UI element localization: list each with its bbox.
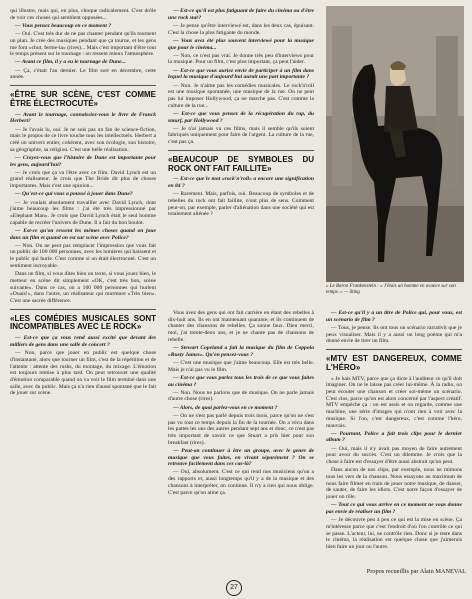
question: — Tout ce qui vous arrive en ce moment ne vous donne pas envie de réaliser un film ? — [326, 502, 462, 515]
answer: — Non, ce n'est pas vrai. Je donne très peu d'interviews pour la musique. Pour un film, c'est plus important, ça peut l'aider. — [168, 52, 314, 66]
column-1 — [10, 8, 156, 580]
answer: — Non. Je n'aime pas les comédies musicales. Le rock'n'roll est une musique spontanée, une musique de la rue. On ne peut pas lui imposer Hollywood, ça ne marche pas. C'est comme la culture de la rue... — [168, 82, 314, 109]
question: — Est-ce que ça vous rend aussi excité que devant des milliers de gens dans une salle de concert ? — [10, 335, 156, 348]
page-number: 27 — [226, 580, 242, 596]
question: — Qu'est-ce qui vous a poussé à jouer dans Dune? — [15, 191, 133, 198]
question: — Peut-on continuer à être un groupe, avec le genre de musique que vous faites, en vivant séparément ? On se retrouve facilement dans ces cas-là? — [168, 447, 314, 468]
divider — [10, 309, 156, 310]
answer: — Oui. C'est très dur de ne pas chanter pendant qu'ils tournent un plan. Je crée des musiques pendant que ça tourne, et les gens me font «chut, ferme-la» (rires)... Mais c'est important d'être tout le temps présent sur le tournage : on ressent mieux l'atmosphère. — [10, 31, 156, 58]
answer: — Oui, mais il n'y avait pas moyen de faire autrement pour avoir du succès. C'est un dilemme. Je crois que la chose à faire est d'essayer d'être aussi abstrait qu'on peut. — [326, 445, 462, 466]
answer: — Oui, absolument. C'est ce qui rend nos musiciens qu'on a des rapports et, aussi longtemps qu'il y a de la musique et des chansons à interpréter, on continue. Il n'y a rien qui nous oblige. C'est parce qu'on aime ça. — [168, 469, 314, 496]
question: — Est-ce que le mot «rock'n'roll» a encore une signification en 84 ? — [168, 176, 314, 190]
answer: — Non, parce que jouer en public est quelque chose d'instantané, alors que tourner un film, c'est de la répétition et de l'attente : attente des rushs, du montage, du mixage. L'émotion est toujours remise à plus tard. On peut retrouver une qualité d'émotion comparable quand on va voir le film terminé dans une salle, avec du public. Mais ça n'a rien d'aussi spontané que le fait de jouer sur scène. — [10, 350, 156, 397]
photo-caption: « Le Baron Frankenstein : « J'étais un homme en avance sur son temps. » — Sting — [326, 284, 456, 295]
photo-sting-horse — [326, 6, 464, 282]
question: — Est-ce qu'il est plus fatiguant de faire du cinéma ou d'être une rock star? — [168, 8, 314, 21]
column-2-top — [168, 8, 314, 298]
question: — Pourtant, Police a fait trois clips pour le dernier album ? — [326, 430, 462, 444]
section-headline: « MTV EST DANGEREUX, COMME L'HÉRO» — [326, 355, 462, 373]
answer: — Je voulais absolument travailler avec David Lynch, dont j'aime beaucoup les films : j'ai été très impressionné par «Elephant Man». Je crois que David Lynch était le seul homme capable de recréer l'univers de Dune. Il a fait du bon boulot. — [10, 199, 156, 226]
question: — Est-ce que vous pensez de la récupération du rap, du smurf, par Hollywood ? — [168, 110, 314, 124]
divider — [168, 150, 314, 151]
question: — Stewart Copeland a fait la musique du film de Coppola «Rusty James». Qu'en pensez-vous ? — [168, 345, 314, 358]
answer: — Non. On ne peut pas remplacer l'impression que vous fait un public de 100 000 personnes, avec les lumières qui baissent et le public qui hurle. C'est comme si on était électrocuté. C'est un sentiment incroyable. — [10, 242, 156, 269]
answer: — Ça, c'était l'an dernier. Le film sort en décembre, cette année. — [10, 67, 156, 81]
answer: — Tous, je pense. Ils ont tous un scénario rarrativit que je peux visualiser. Mais il y a aussi un long poème qui m'a donné envie de tirer un film. — [326, 324, 462, 345]
divider — [326, 349, 462, 350]
answer: — Je découvre peu à peu ce qui est la mise en scène. Ça m'intéresse parce que c'est l'endroit d'où l'on contrôle ce qui se passe. L'acteur, lui, ne contrôle rien. Donc si je reste dans le cinéma, la réalisation est quelque chose que j'aimerais bien faire un jour ou l'autre. — [326, 517, 462, 550]
answer: — On ne s'est pas parlé depuis trois mois, parce qu'on ne s'est pas vu tout ce temps depuis la fin de la tournée. On a vécu dans les pattes les uns des autres pendant sept ans et donc, ce n'est pas très important de savoir ce que Stuart a pris hier pour son breakfast (rires). — [168, 412, 314, 446]
question: — Avant le tournage, connaissiez-vous le livre de Franck Herbert? — [10, 111, 156, 125]
column-3-bottom — [326, 310, 462, 572]
question: — Avant ce film, il y a eu le tournage de Dune... — [15, 59, 126, 66]
answer: — Non. Nous ne parlons que de musique. On ne parle jamais d'autre chose (rires). — [168, 389, 314, 403]
horse-rider-illustration — [326, 6, 464, 282]
answer: — Je crois que ça va l'être avec ce film. David Lynch est un grand réalisateur. Je crois que The Bride dit plus de choses importantes. Mais c'est une opinion... — [10, 169, 156, 190]
question: — Vous pensez beaucoup en ce moment ? — [15, 22, 112, 29]
answer: — Rarement. Mais, parfois, oui. Beaucoup de symboles et de rebelles du rock ont fait faillite, n'ont plus de sens. Comment peut-on, par exemple, parler d'aliénation dans une société qui est totalement aliénée ? — [168, 191, 314, 218]
answer: Dans aucun de nos clips, par exemple, nous ne mimons tous les vers de la chanson. Nous essayons au maximum de nous faire filmer en train de jouer notre musique, de danser, de sauter, de faire les idiots. C'est notre façon d'essayer de jouer un rôle. — [326, 467, 462, 501]
question: — Vous avez été plus souvent interviewé pour la musique que pour le cinéma... — [168, 37, 314, 51]
question: — Est-ce que vous parlez tous les trois de ce que vous faites au cinéma ? — [168, 374, 314, 388]
answer: « Je hais MTV, parce que ça dicte à l'auditeur ce qu'il doit imaginer. On ne le laisse pas créer lui-même. À la radio, on peut écouter une chanson et créer soi-même un scénario. C'est clos, parce qu'on est alors concerné par l'aspect créatif. MTV empêche ça : on est assis et on regarde, comme une machine, une série d'images qui n'ont rien à voir avec la musique. Si l'on, c'est dangereux, c'est comme l'héro, mauvais. — [326, 375, 462, 429]
question: — Est-ce qu'on ressent les mêmes choses quand on joue dans un film et quand on est sur scène avec Police? — [10, 227, 156, 241]
answer: Vous avez des gens qui ont fait carrière en étant des rebelles à dix-huit ans. Ils en ont maintenant quarante, et ils continuent de chanter des chansons de rebelles. Ça sonne faux. Dieu merci, moi, j'ai trente-deux ans, et je ne chante pas de chansons de rebelle. — [168, 310, 314, 343]
divider — [10, 85, 156, 86]
answer: — Je pense qu'être interviewé est, dans les deux cas, épuisant. C'est la chose la plus fatigante du monde. — [168, 22, 314, 36]
question: — Est-ce que vous auriez envie de participer à un film dans lequel la musique d'aujourd'hui aurait une part importante ? — [168, 67, 314, 81]
column-2-bottom — [168, 310, 314, 572]
answer: — C'est une musique que j'aime beaucoup. Elle est très belle. Mais je n'ai pas vu le film. — [168, 359, 314, 373]
answer: — Je l'avais lu, oui. Je ne suis pas un fan de science-fiction, mais le propos de ce livre touche tous les intellectuels. Herbert a créé un univers entier, cohérent, avec son écologie, son histoire, sa géographie, sa religion. C'est une belle réalisation. — [10, 126, 156, 153]
section-headline: « ÊTRE SUR SCÈNE, C'EST COMME ÊTRE ÉLECTROCUTÉ» — [10, 91, 156, 109]
section-headline: « BEAUCOUP DE SYMBOLES DU ROCK ONT FAIT FAILLITE» — [168, 156, 314, 174]
question: — Est-ce qu'il y a un titre de Police qui, pour vous, est un scénario de film ? — [326, 310, 462, 323]
answer: Dans un film, si vous dites bien un texte, si vous jouez bien, le metteur en scène dit simplement «OK, c'est très bon, scène suivante». Dans ce cas, on a 100 000 personnes qui hurlent «Ouais!», dans l'autre, un réalisateur qui murmure «Très bien». C'est une sacrée différence. — [10, 271, 156, 304]
interview-credit: Propos recueillis par Alain MANEVAL — [366, 568, 466, 575]
question: — Alors, de quoi parlez-vous en ce moment ? — [173, 404, 278, 411]
paragraph: qui illustre, mais qui, en plus, choque radicalement. C'est drôle de voir ces choses qui semblent opposées... — [10, 8, 156, 21]
answer: — Je n'ai jamais vu ces films, mais il semble qu'ils soient fabriqués uniquement pour faire de l'argent. La culture de la rue, c'est pas ça. — [168, 125, 314, 146]
question: — Croyez-vous que l'histoire de Dune est importante pour les gens, aujourd'hui? — [10, 154, 156, 168]
section-headline: « LES COMÉDIES MUSICALES SONT INCOMPATIBLES AVEC LE ROCK» — [10, 315, 156, 333]
